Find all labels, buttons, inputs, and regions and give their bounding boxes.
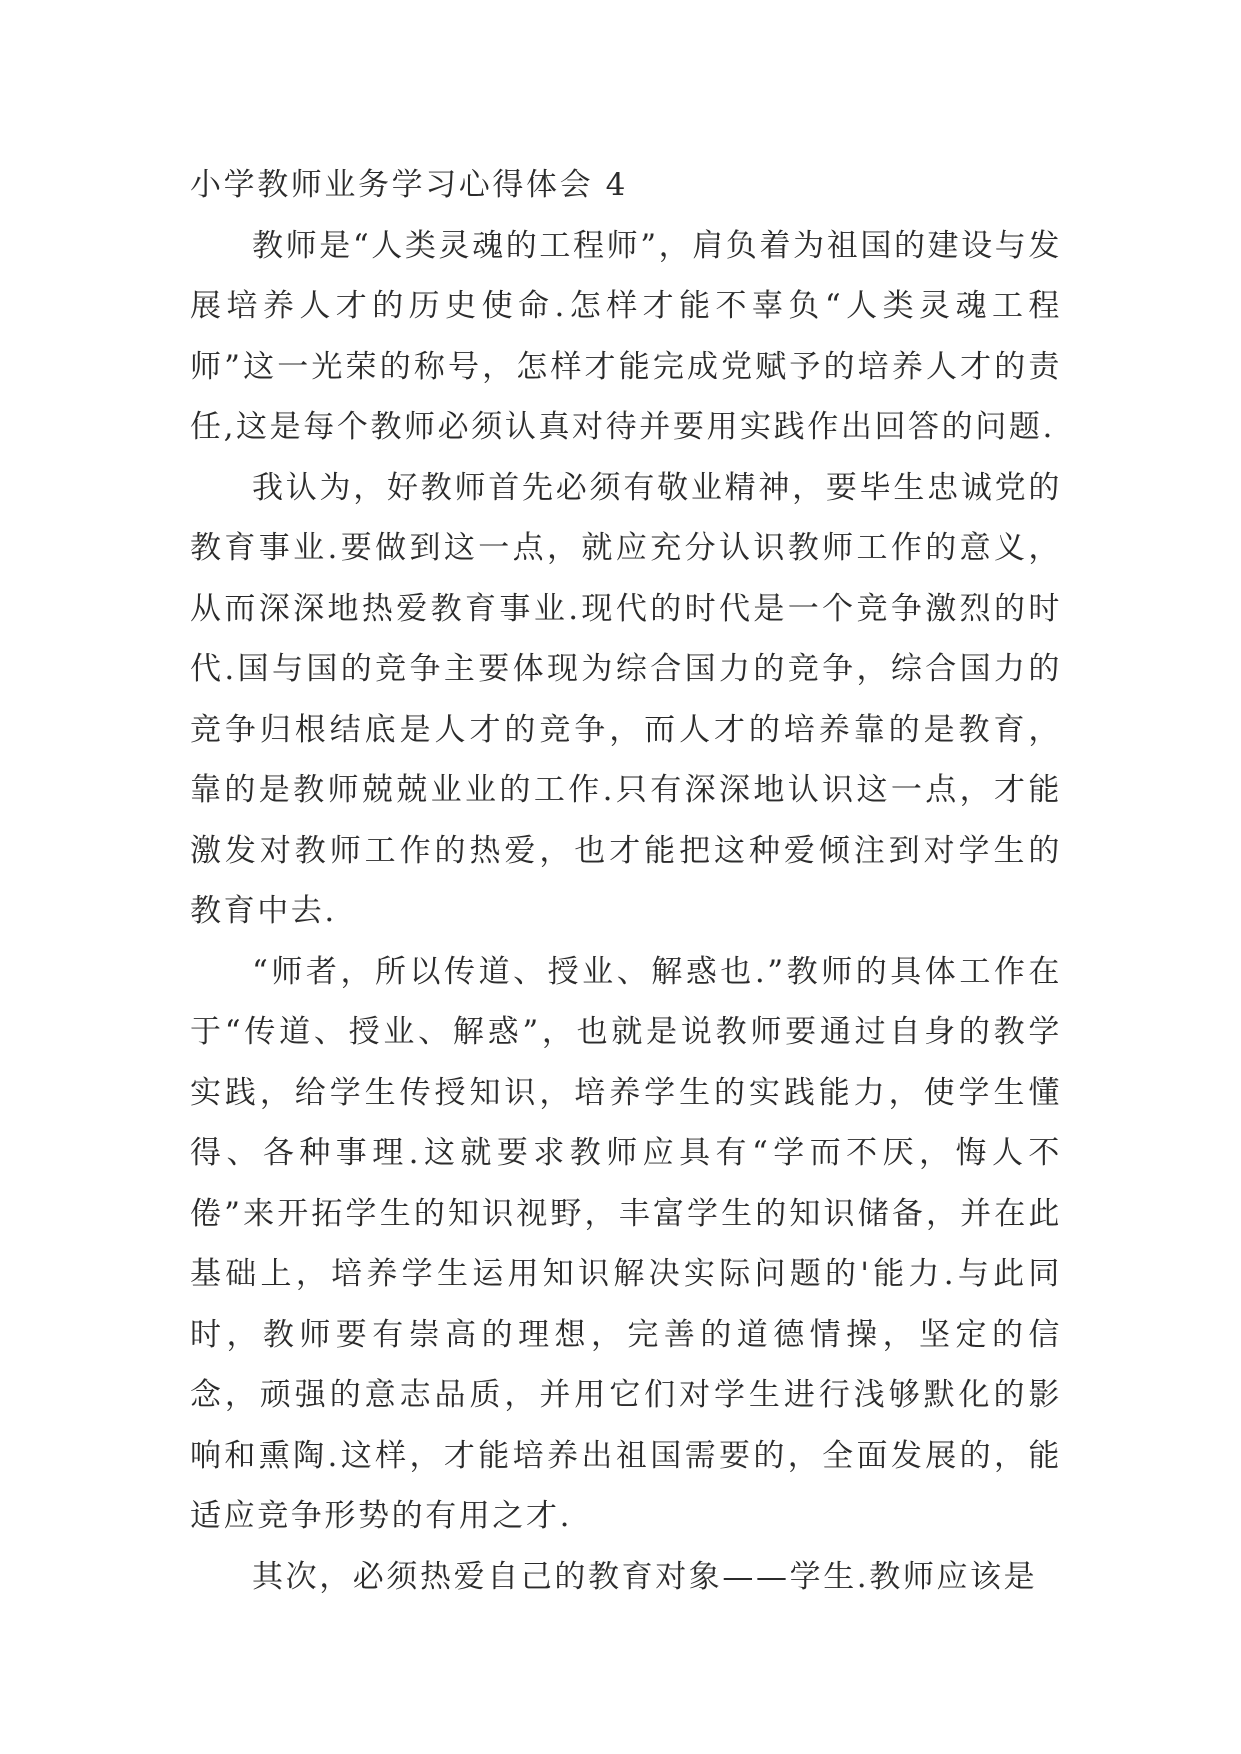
document-body bbox=[190, 155, 1062, 1607]
paragraph-1: 教师是“人类灵魂的工程师”，肩负着为祖国的建设与发展培养人才的历史使命.怎样才能不辜负“人类灵魂工程师”这一光荣的称号，怎样才能完成党赋予的培养人才的责任,这是每个教师必须认真对待并要用实践作出回答的问题. bbox=[190, 227, 1062, 445]
paragraph-3: “师者，所以传道、授业、解惑也.”教师的具体工作在于“传道、授业、解惑”，也就是说教师要通过自身的教学实践，给学生传授知识，培养学生的实践能力，使学生懂得、各种事理.这就要求教师应具有“学而不厌，悔人不倦”来开拓学生的知识视野，丰富学生的知识储备，并在此基础上，培养学生运用知识解决实际问题的'能力.与此同时，教师要有崇高的理想，完善的道德情操，坚定的信念，顽强的意志品质，并用它们对学生进行浅够默化的影响和熏陶.这样，才能培养出祖国需要的，全面发展的，能适应竞争形势的有用之才. bbox=[190, 953, 1062, 1534]
paragraph-2: 我认为，好教师首先必须有敬业精神，要毕生忠诚党的教育事业.要做到这一点，就应充分认识教师工作的意义，从而深深地热爱教育事业.现代的时代是一个竞争激烈的时代.国与国的竞争主要体现为综合国力的竞争，综合国力的竞争归根结底是人才的竞争，而人才的培养靠的是教育，靠的是教师兢兢业业的工作.只有深深地认识这一点，才能激发对教师工作的热爱，也才能把这种爱倾注到对学生的教育中去. bbox=[190, 469, 1062, 929]
document-title: 小学教师业务学习心得体会 4 bbox=[190, 167, 628, 203]
paragraph-4: 其次，必须热爱自己的教育对象——学生.教师应该是 bbox=[252, 1558, 1038, 1595]
